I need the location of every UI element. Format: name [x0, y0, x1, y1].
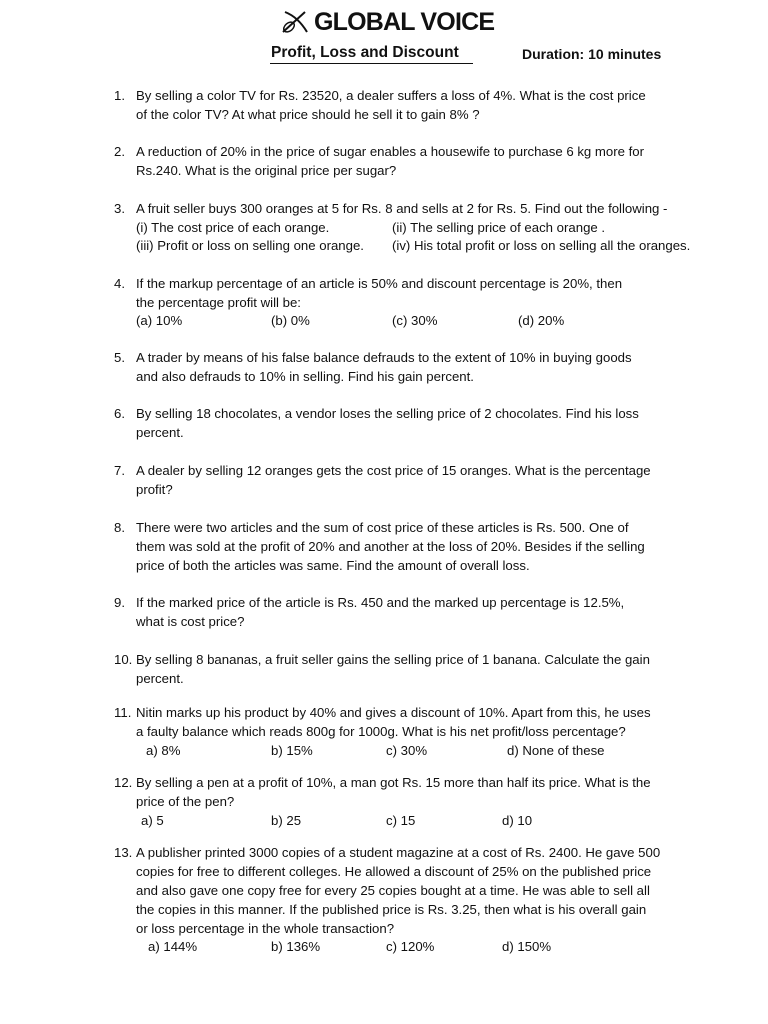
question-number: 10.: [114, 652, 133, 667]
question-number: 6.: [114, 406, 125, 421]
answer-option: d) 150%: [502, 939, 552, 954]
question-text: A dealer by selling 12 oranges gets the cost price of 15 oranges. What is the percentage profit?: [136, 463, 651, 497]
question-text: Nitin marks up his product by 40% and gives a discount of 10%. Apart from this, he uses a faulty balance which reads 800g for 1000g. What is his net profit/loss percentage?: [136, 705, 651, 739]
question-number: 13.: [114, 845, 133, 860]
question-text: By selling 8 bananas, a fruit seller gains the selling price of 1 banana. Calculate the gain percent.: [136, 652, 650, 686]
page-title: Profit, Loss and Discount: [271, 44, 459, 61]
question-number: 2.: [114, 144, 125, 159]
question-number: 9.: [114, 595, 125, 610]
title-underline: [270, 63, 473, 64]
document-header: [0, 0, 768, 80]
question-number: 12.: [114, 775, 133, 790]
answer-option: (b) 0%: [271, 313, 310, 328]
answer-option: (a) 10%: [136, 313, 183, 328]
question-3-part: (iii) Profit or loss on selling one orange.: [136, 238, 364, 253]
question-text: By selling 18 chocolates, a vendor loses the selling price of 2 chocolates. Find his loss percent.: [136, 406, 639, 440]
answer-option: d) 10: [502, 813, 533, 828]
answer-option: b) 25: [271, 813, 302, 828]
question-3-part: (iv) His total profit or loss on selling all the oranges.: [392, 238, 691, 253]
answer-option: (d) 20%: [518, 313, 565, 328]
answer-option: c) 15: [386, 813, 416, 828]
question-number: 1.: [114, 88, 125, 103]
answer-option: a) 144%: [148, 939, 198, 954]
question-text: A fruit seller buys 300 oranges at 5 for Rs. 8 and sells at 2 for Rs. 5. Find out the following -: [136, 201, 668, 216]
question-text: A publisher printed 3000 copies of a student magazine at a cost of Rs. 2400. He gave 500 copies for free to different colleges. He allowed a discount of 25% on the published price and also gave one copy free for every 25 copies bought at a time. He was able to sell all the copies in this manner. If the published price is Rs. 3.25, then what is his overall gain or loss percentage in the whole transaction?: [136, 845, 661, 936]
question-3-part: (i) The cost price of each orange.: [136, 220, 330, 235]
question-text: By selling a pen at a profit of 10%, a man got Rs. 15 more than half its price. What is the price of the pen?: [136, 775, 651, 809]
question-number: 11.: [114, 705, 132, 720]
crossed-quills-icon: [280, 9, 310, 35]
question-text: There were two articles and the sum of cost price of these articles is Rs. 500. One of them was sold at the profit of 20% and another at the loss of 20%. Besides if the selling price of both the articles was same. Find the amount of overall loss.: [136, 520, 645, 573]
brand-logo: [280, 6, 494, 38]
question-number: 4.: [114, 276, 125, 291]
question-number: 3.: [114, 201, 125, 216]
answer-option: a) 8%: [146, 743, 181, 758]
answer-option: c) 120%: [386, 939, 435, 954]
question-number: 5.: [114, 350, 125, 365]
question-text: If the markup percentage of an article is 50% and discount percentage is 20%, then the percentage profit will be:: [136, 276, 623, 310]
answer-option: c) 30%: [386, 743, 428, 758]
answer-option: b) 15%: [271, 743, 313, 758]
question-text: If the marked price of the article is Rs. 450 and the marked up percentage is 12.5%, what is cost price?: [136, 595, 625, 629]
answer-option: a) 5: [141, 813, 164, 828]
answer-option: b) 136%: [271, 939, 321, 954]
question-number: 8.: [114, 520, 125, 535]
question-text: A reduction of 20% in the price of sugar enables a housewife to purchase 6 kg more for Rs.240. What is the original price per sugar?: [136, 144, 645, 178]
duration-label: Duration: 10 minutes: [522, 46, 662, 62]
answer-option: (c) 30%: [392, 313, 438, 328]
brand-name: GLOBAL VOICE: [314, 7, 495, 36]
answer-option: d) None of these: [507, 743, 605, 758]
question-number: 7.: [114, 463, 125, 478]
question-text: A trader by means of his false balance defrauds to the extent of 10% in buying goods and also defrauds to 10% in selling. Find his gain percent.: [136, 350, 632, 384]
question-text: By selling a color TV for Rs. 23520, a dealer suffers a loss of 4%. What is the cost price of the color TV? At what price should he sell it to gain 8% ?: [136, 88, 646, 122]
question-3-part: (ii) The selling price of each orange .: [392, 220, 606, 235]
